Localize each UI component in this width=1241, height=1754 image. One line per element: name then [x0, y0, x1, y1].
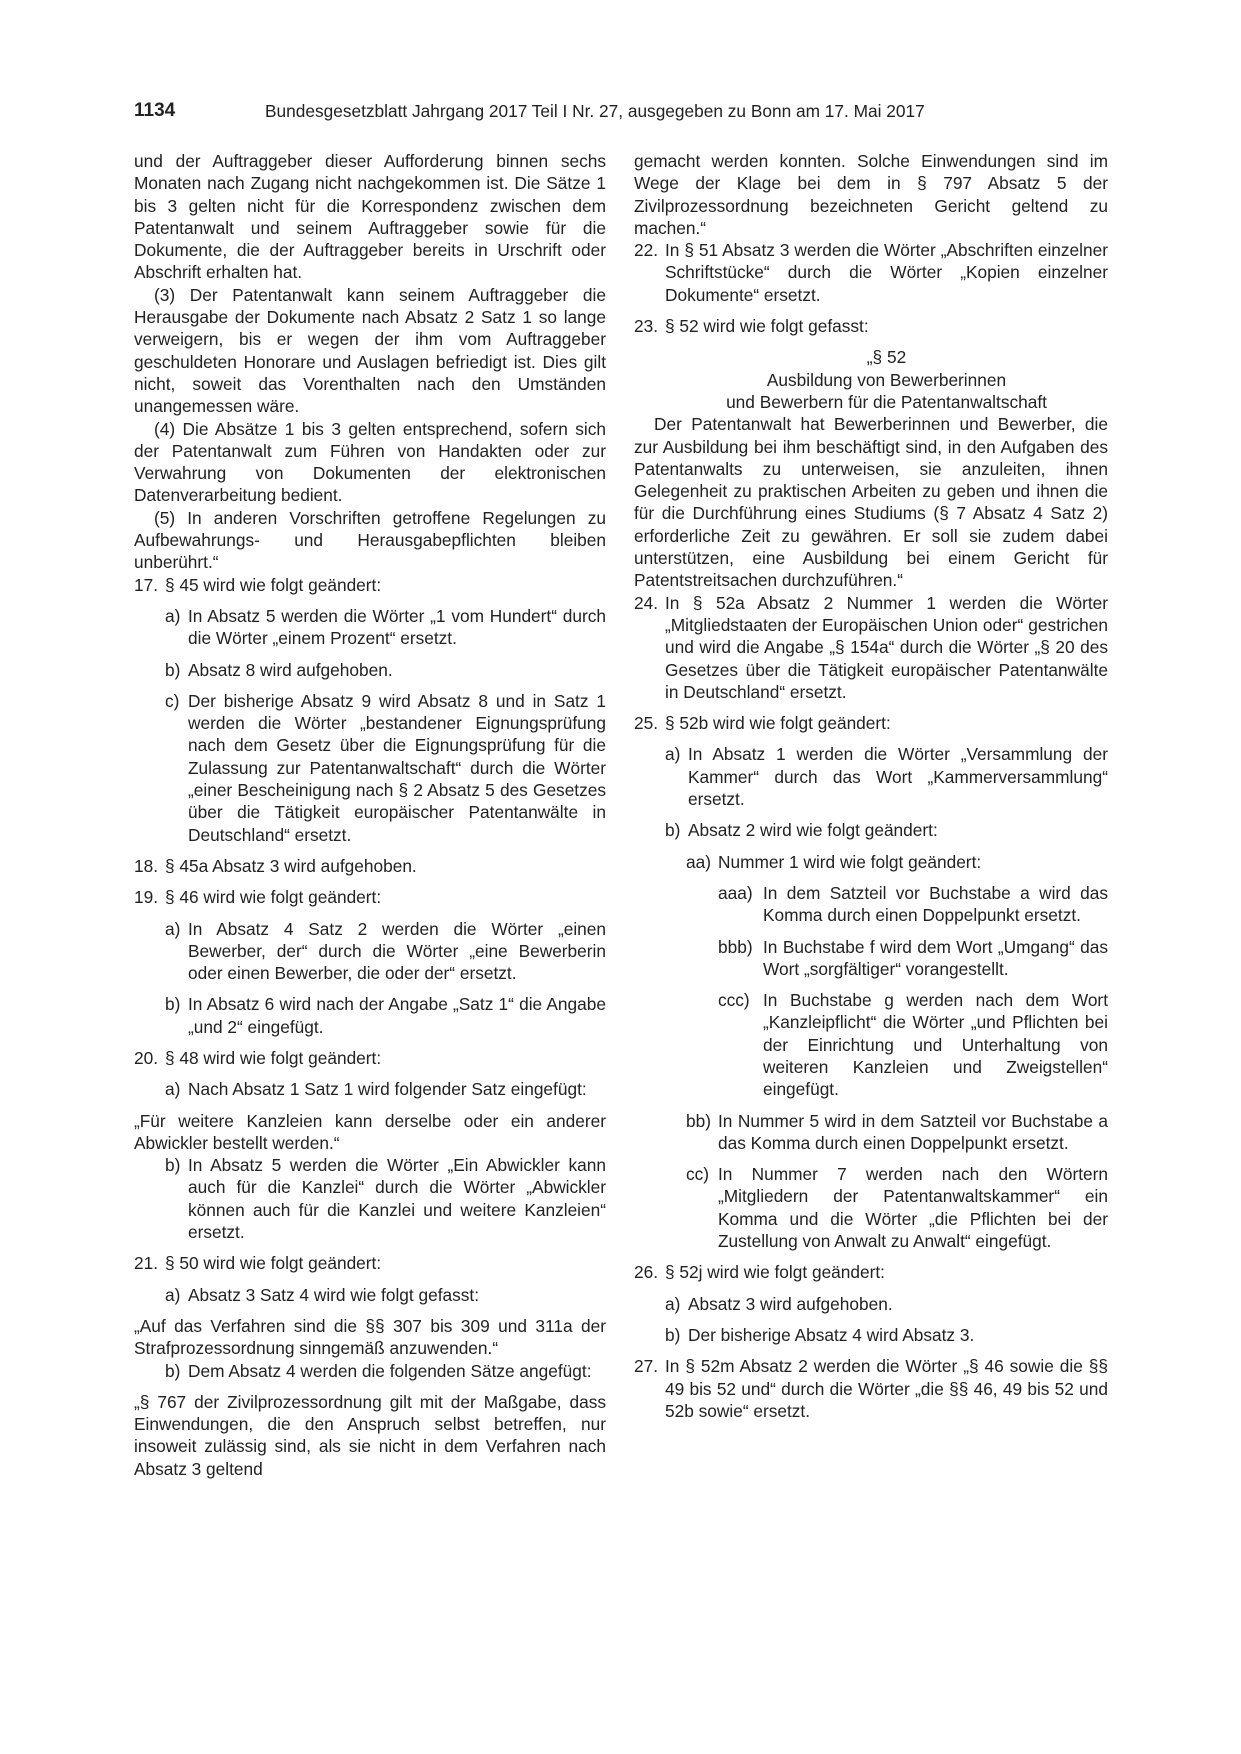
- item-25b-aa-ccc: ccc) In Buchstabe g werden nach dem Wort „Kanzleipflicht“ die Wörter „und Pflichten bei der Einrichtung und Unterhaltung von weiteren Kanzleien und Zweigstellen“ eingefügt.: [718, 990, 1108, 1100]
- item-20b: b) In Absatz 5 werden die Wörter „Ein Abwickler kann auch für die Kanzlei“ durch die Wörter „Abwickler können auch für die Kanzlei und weitere Kanzleien“ ersetzt.: [165, 1155, 606, 1243]
- item-23: 23. § 52 wird wie folgt gefasst:: [634, 316, 869, 337]
- item-22: 22. In § 51 Absatz 3 werden die Wörter „Abschriften einzelner Schriftstücke“ durch die Wörter „Kopien einzelner Dokumente“ ersetzt.: [634, 240, 1108, 305]
- section-number: „§ 52: [866, 347, 907, 368]
- quote-21a: „Auf das Verfahren sind die §§ 307 bis 309 und 311a der Strafprozessordnung sinngemäß anzuwenden.“: [134, 1315, 606, 1359]
- item-19: 19. § 46 wird wie folgt geändert:: [134, 887, 382, 908]
- item-25b-aa-bbb: bbb) In Buchstabe f wird dem Wort „Umgang“ das Wort „sorgfältiger“ vorangestellt.: [718, 936, 1108, 979]
- left-column: [134, 150, 606, 1480]
- item-20: 20. § 48 wird wie folgt geändert:: [134, 1047, 382, 1068]
- running-head: Bundesgesetzblatt Jahrgang 2017 Teil I Nr. 27, ausgegeben zu Bonn am 17. Mai 2017: [265, 101, 925, 121]
- item-25b-bb: bb) In Nummer 5 wird in dem Satzteil vor Buchstabe a das Komma durch einen Doppelpunkt ersetzt.: [686, 1110, 1108, 1153]
- right-column: [634, 150, 1108, 1422]
- quote-21b: „§ 767 der Zivilprozessordnung gilt mit der Maßgabe, dass Einwendungen, die den Anspruch selbst betreffen, nur insoweit zulässig sind, als sie nicht in dem Verfahren nach Absatz 3 geltend: [134, 1391, 606, 1479]
- item-25b-aa: aa) Nummer 1 wird wie folgt geändert:: [686, 851, 982, 872]
- item-19b: b) In Absatz 6 wird nach der Angabe „Satz 1“ die Angabe „und 2“ eingefügt.: [165, 994, 606, 1037]
- item-17a: a) In Absatz 5 werden die Wörter „1 vom Hundert“ durch die Wörter „einem Prozent“ ersetzt.: [165, 605, 606, 649]
- item-26: 26. § 52j wird wie folgt geändert:: [634, 1262, 885, 1283]
- item-18: 18. § 45a Absatz 3 wird aufgehoben.: [134, 855, 417, 876]
- section-title-line-1: Ausbildung von Bewerberinnen: [766, 369, 1007, 390]
- page-number: 1134: [134, 100, 176, 121]
- quote-20a: „Für weitere Kanzleien kann derselbe oder ein anderer Abwickler bestellt werden.“: [134, 1110, 606, 1153]
- item-25: 25. § 52b wird wie folgt geändert:: [634, 713, 891, 734]
- item-25a: a) In Absatz 1 werden die Wörter „Versammlung der Kammer“ durch das Wort „Kammerversammlung“ ersetzt.: [665, 744, 1108, 810]
- paragraph-absatz-5: (5) In anderen Vorschriften getroffene Regelungen zu Aufbewahrungs- und Herausgabepflichten bleiben unberührt.“: [134, 507, 606, 573]
- continued-quote: gemacht werden konnten. Solche Einwendungen sind im Wege der Klage bei dem in § 797 Absatz 5 der Zivilprozessordnung bezeichneten Gericht geltend zu machen.“: [634, 151, 1108, 238]
- paragraph-absatz-3: (3) Der Patentanwalt kann seinem Auftraggeber die Herausgabe der Dokumente nach Absatz 2 Satz 1 so lange verweigern, bis er wegen der ihm vom Auftraggeber geschuldeten Honorare und Auslagen befriedigt ist. Dies gilt nicht, soweit das Vorenthalten nach den Umständen unangemessen wäre.: [134, 284, 606, 417]
- item-25b: b) Absatz 2 wird wie folgt geändert:: [665, 820, 938, 841]
- item-20a: a) Nach Absatz 1 Satz 1 wird folgender Satz eingefügt:: [165, 1079, 587, 1100]
- section-body: Der Patentanwalt hat Bewerberinnen und Bewerber, die zur Ausbildung bei ihm beschäftigt sind, in den Aufgaben des Patentanwalts zu unterweisen, sie anzuleiten, ihnen Gelegenheit zu praktischen Arbeiten zu geben und ihnen die für die Durchführung eines Studiums (§ 7 Absatz 4 Satz 2) erforderliche Zeit zu gewähren. Er soll sie zudem dabei unterstützen, eine Ausbildung bei einem Gericht für Patentstreitsachen durchzuführen.“: [634, 414, 1108, 591]
- item-21b: b) Dem Absatz 4 werden die folgenden Sätze angefügt:: [165, 1360, 592, 1381]
- item-17: 17. § 45 wird wie folgt geändert:: [134, 574, 382, 595]
- item-25b-cc: cc) In Nummer 7 werden nach den Wörtern „Mitgliedern der Patentanwaltskammer“ ein Komma und die Wörter „die Pflichten bei der Zustellung von Anwalt zu Anwalt“ eingefügt.: [686, 1164, 1108, 1252]
- section-title-line-2: und Bewerbern für die Patentanwaltschaft: [726, 391, 1047, 412]
- item-26a: a) Absatz 3 wird aufgehoben.: [665, 1293, 893, 1314]
- item-25b-aa-aaa: aaa) In dem Satzteil vor Buchstabe a wird das Komma durch einen Doppelpunkt ersetzt.: [718, 882, 1108, 926]
- item-26b: b) Der bisherige Absatz 4 wird Absatz 3.: [665, 1324, 975, 1345]
- item-21: 21. § 50 wird wie folgt geändert:: [134, 1253, 382, 1274]
- item-27: 27. In § 52m Absatz 2 werden die Wörter „§ 46 sowie die §§ 49 bis 52 und“ durch die Wörter „die §§ 46, 49 bis 52 und 52b sowie“ ersetzt.: [634, 1356, 1108, 1421]
- item-17c: c) Der bisherige Absatz 9 wird Absatz 8 und in Satz 1 werden die Wörter „bestandener Eignungsprüfung nach dem Gesetz über die Eignungsprüfung für die Zulassung zur Patentanwaltschaft“ durch die Wörter „einer Bescheinigung nach § 2 Absatz 5 des Gesetzes über die Tätigkeit europäischer Patentanwälte in Deutschland“ ersetzt.: [165, 690, 606, 845]
- item-17b: b) Absatz 8 wird aufgehoben.: [165, 659, 393, 680]
- paragraph-absatz-4: (4) Die Absätze 1 bis 3 gelten entsprechend, sofern sich der Patentanwalt zum Führen von Handakten oder zur Verwahrung von Dokumenten der elektronischen Datenverarbeitung bedient.: [134, 418, 606, 506]
- item-21a: a) Absatz 3 Satz 4 wird wie folgt gefasst:: [165, 1284, 480, 1305]
- item-24: 24. In § 52a Absatz 2 Nummer 1 werden die Wörter „Mitgliedstaaten der Europäischen Union oder“ gestrichen und wird die Angabe „§ 154a“ durch die Wörter „§ 20 des Gesetzes über die Tätigkeit europäischer Patentanwälte in Deutschland“ ersetzt.: [634, 592, 1108, 702]
- continued-paragraph: und der Auftraggeber dieser Aufforderung binnen sechs Monaten nach Zugang nicht nachgekommen ist. Die Sätze 1 bis 3 gelten nicht für die Korrespondenz zwischen dem Patentanwalt und seinem Auftraggeber sowie für die Dokumente, die der Auftraggeber bereits in Urschrift oder Abschrift erhalten hat.: [134, 151, 606, 283]
- item-19a: a) In Absatz 4 Satz 2 werden die Wörter „einen Bewerber, der“ durch die Wörter „eine Bewerberin oder einen Bewerber, die oder der“ ersetzt.: [165, 918, 606, 984]
